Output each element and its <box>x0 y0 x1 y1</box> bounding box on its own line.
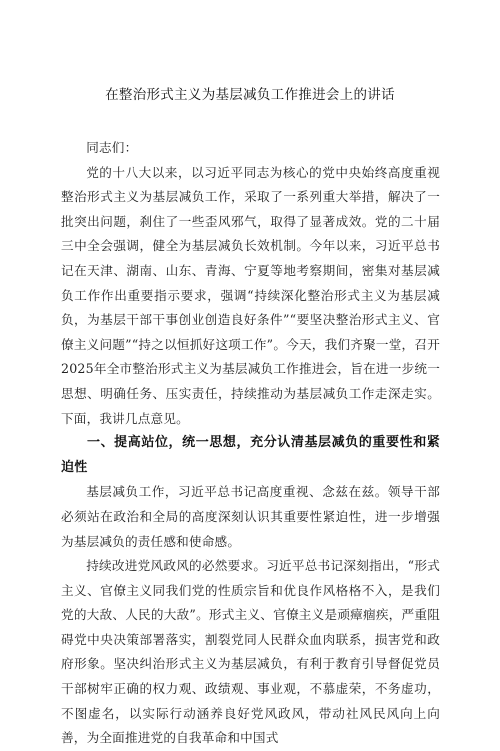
section-paragraph: 持续改进党风政风的必然要求。习近平总书记深刻指出，“形式主义、官僚主义同我们党的性质宗旨和优良作风格格不入，是我们党的大敌、人民的大敌”。形式主义、官僚主义是顽瘴痼疾，严重阻碍党中央决策部署落实，割裂党同人民群众血肉联系，损害党和政府形象。坚决纠治形式主义为基层减负，有利于教育引导督促党员干部树牢正确的权力观、政绩观、事业观，不慕虚荣，不务虚功，不图虚名，以实际行动涵养良好党风政风，带动社风民风向上向善，为全面推进党的自我革命和中国式 <box>61 558 440 746</box>
document-title: 在整治形式主义为基层减负工作推进会上的讲话 <box>105 87 395 103</box>
intro-paragraph: 党的十八大以来，以习近平同志为核心的党中央始终高度重视整治形式主义为基层减负工作，采取了一系列重大举措，解决了一批突出问题，刹住了一些歪风邪气，取得了显著成效。党的二十届三中全会强调，健全为基层减负长效机制。今年以来，习近平总书记在天津、湖南、山东、青海、宁夏等地考察期间，密集对基层减负工作作出重要指示要求，强调“持续深化整治形式主义为基层减负，为基层干部干事创业创造良好条件”“要坚决整治形式主义、官僚主义问题”“持之以恒抓好这项工作”。今天，我们齐聚一堂，召开2025年全市整治形式主义为基层减负工作推进会，旨在进一步统一思想、明确任务、压实责任，持续推动为基层减负工作走深走实。下面，我讲几点意见。 <box>61 164 440 426</box>
section-heading: 一、提高站位，统一思想，充分认清基层减负的重要性和紧迫性 <box>61 435 440 475</box>
document-body <box>61 136 440 751</box>
salutation: 同志们： <box>86 140 138 155</box>
section-paragraph: 基层减负工作，习近平总书记高度重视、念兹在兹。领导干部必须站在政治和全局的高度深刻认识其重要性紧迫性，进一步增强为基层减负的责任感和使命感。 <box>61 484 440 549</box>
